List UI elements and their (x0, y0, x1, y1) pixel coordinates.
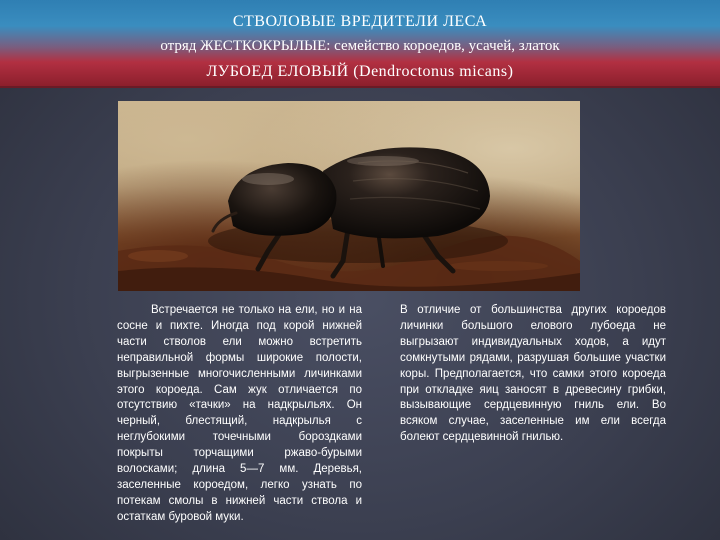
slide-title: СТВОЛОВЫЕ ВРЕДИТЕЛИ ЛЕСА (232, 13, 488, 30)
description-right: В отличие от большинства других короедов личинки большого елового лубоеда не выгрызают индивидуальных ходов, а идут сомкнутыми рядами, разрушая большие участки коры. Предполагается, что самки этого короеда при откладке яиц заносят в древесину грибки, вызывающие сердцевинную гниль ели. Во всяком случае, заселенные им ели всегда болеют сердцевинной гнилью. (400, 304, 666, 444)
description-left: Встречается не только на ели, но и на сосне и пихте. Иногда под корой нижней части стволов ели можно встретить неправильной формы широкие полости, выгрызенные многочисленными личинками этого короеда. Сам жук отличается по отсутствию «тачки» на надкрыльях. Он черный, блестящий, надкрылья с неглубокими точечными бороздками покрыты торчащими ржаво-бурыми волосками; длина 5—7 мм. Деревья, заселенные короедом, легко узнать по потекам смолы в нижней части ствола и остаткам буровой муки. (117, 304, 362, 523)
species-name: ЛУБОЕД ЕЛОВЫЙ (Dendroctonus micans) (206, 63, 514, 80)
slide-subtitle: отряд ЖЕСТКОКРЫЛЫЕ: семейство короедов, усачей, златок (160, 38, 560, 54)
beetle-illustration (118, 101, 580, 291)
title-banner (0, 0, 720, 88)
beetle-photo (118, 101, 580, 291)
